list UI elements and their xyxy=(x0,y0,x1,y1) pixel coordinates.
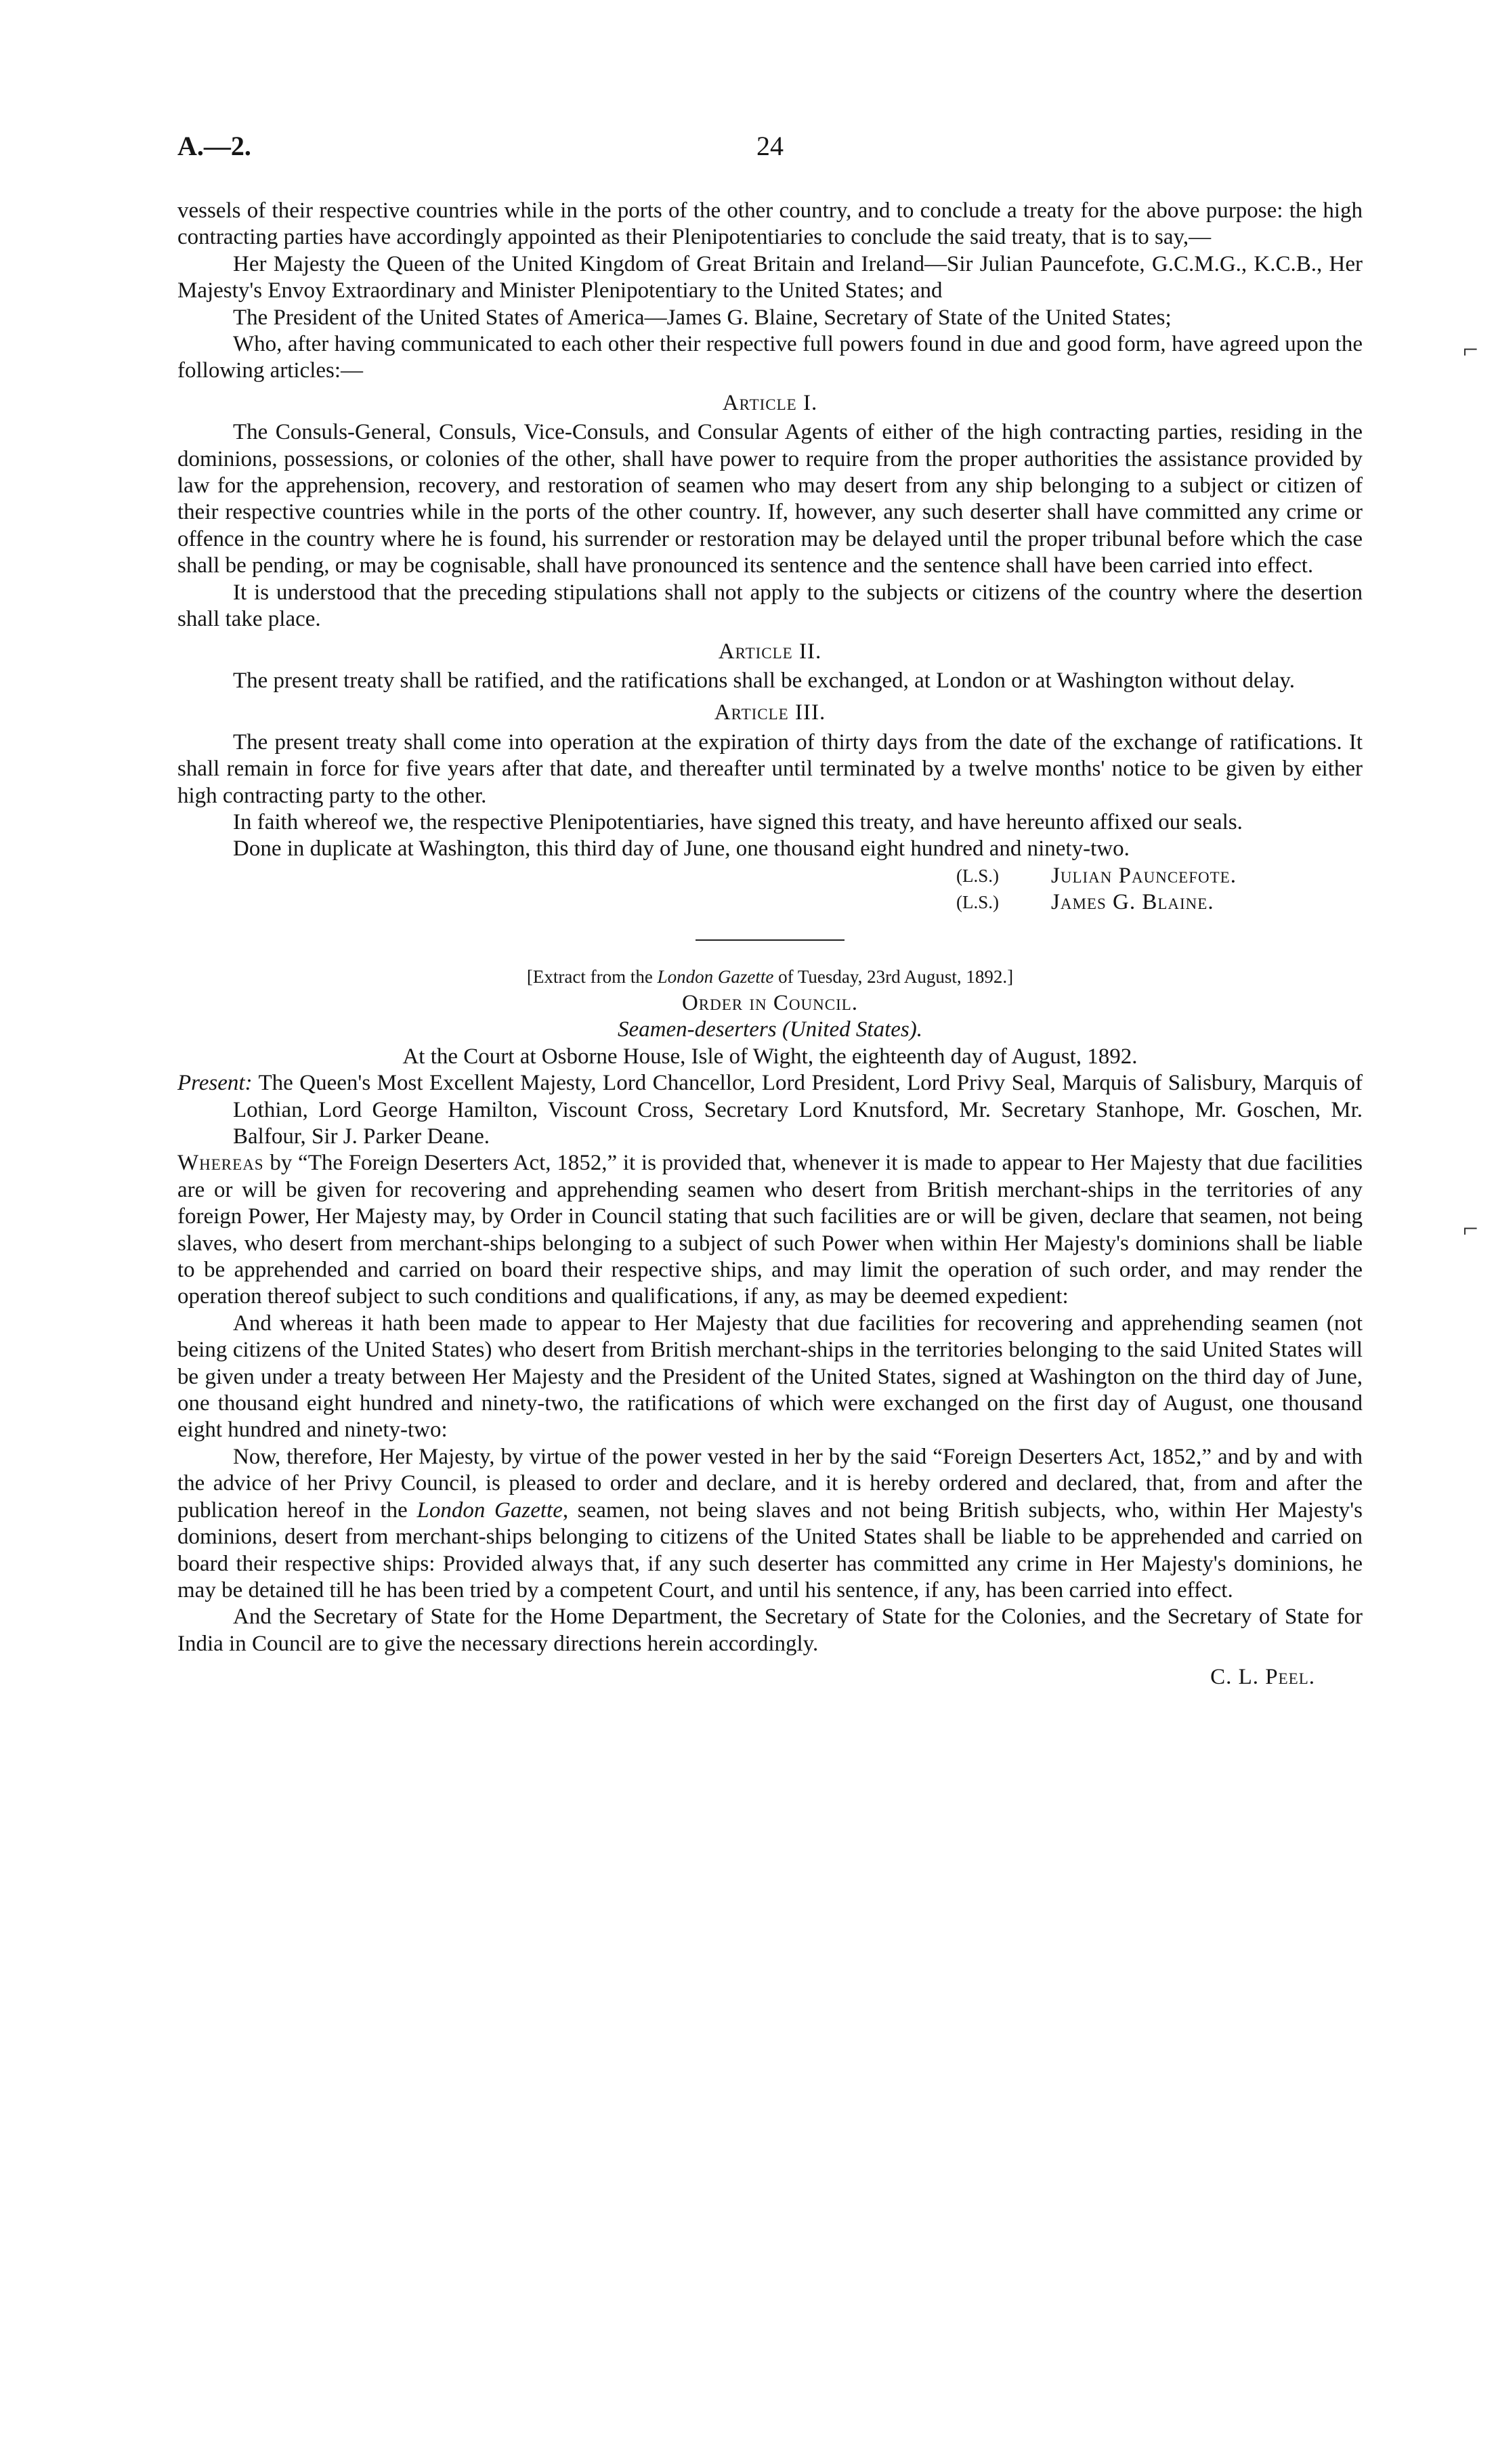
article-3-paragraph: The present treaty shall come into operation at the expiration of thirty days from the date of the exchange of ratifications. It shall remain in force for five years after that date, and thereafter until terminated by a twelve months' notice to be given by either high contracting party to the other. xyxy=(177,729,1363,808)
treaty-signatures xyxy=(177,863,1363,916)
whereas-lead: Whereas xyxy=(177,1151,264,1176)
whereas-text: by “The Foreign Deserters Act, 1852,” it is provided that, whenever it is made to appear to Her Majesty that due facilities are or will be given for recovering and apprehending seamen who desert from British merchant-ships in the territories of any foreign Power, Her Majesty may, by Order in Council stating that such facilities are or will be given, declare that seamen, not being slaves, who desert from merchant-ships belonging to a subject of such Power when within Her Majesty's dominions shall be liable to be apprehended and carried on board their respective ships, and may limit the operation of such order, and may render the operation thereof subject to such conditions and qualifications, if any, as may be deemed expedient: xyxy=(177,1151,1363,1309)
page-header xyxy=(177,130,1363,171)
treaty-agreement: Who, after having communicated to each other their respective full powers found in due and good form, have agreed upon the following articles:— xyxy=(177,332,1363,383)
order-present xyxy=(177,1070,1363,1150)
signatory-name: James G. Blaine. xyxy=(1051,890,1214,915)
document-reference: A.—2. xyxy=(177,131,251,161)
present-label: Present: xyxy=(177,1071,253,1096)
page-number: 24 xyxy=(756,131,784,161)
order-subtitle: Seamen-deserters (United States). xyxy=(618,1017,922,1042)
article-2-heading: Article II. xyxy=(718,639,822,664)
document-body xyxy=(177,198,1363,1691)
now-text-continued: , seamen, not being slaves and not being British subjects, who, within Her Majesty's dominions, desert from merchant-ships belonging to citizens of the United States shall be liable to be apprehended and carried on board their respective ships: Provided always that, if any such deserter has committed any crime in Her Majesty's dominions, he may be detained till he has been tried by a competent Court, and until his sentence, if any, has been carried into effect. xyxy=(177,1497,1363,1602)
treaty-party-us: The President of the United States of America—James G. Blaine, Secretary of State of the United States; xyxy=(233,305,1172,330)
article-1-paragraph-2: It is understood that the preceding stipulations shall not apply to the subjects or citizens of the country where the desertion shall take place. xyxy=(177,580,1363,632)
order-and-whereas: And whereas it hath been made to appear to Her Majesty that due facilities for recovering and apprehending seamen (not being citizens of the United States) who desert from British merchant-ships in the territories belonging to the said United States will be given under a treaty between Her Majesty and the President of the United States, signed at Washington on the third day of June, one thousand eight hundred and ninety-two, the ratifications of which were exchanged on the first day of August, one thousand eight hundred and ninety-two: xyxy=(177,1311,1363,1443)
seal-mark: (L.S.) xyxy=(956,892,999,913)
signatory-name: Julian Pauncefote. xyxy=(1051,863,1237,888)
margin-mark: ⌐ xyxy=(1463,334,1478,364)
treaty-faith: In faith whereof we, the respective Plenipotentiaries, have signed this treaty, and have hereunto affixed our seals. xyxy=(233,809,1243,834)
gazette-extract-note xyxy=(177,964,1363,990)
extract-date: of Tuesday, 23rd August, 1892.] xyxy=(773,966,1014,987)
treaty-intro: vessels of their respective countries while in the ports of the other country, and to conclude a treaty for the above purpose: the high contracting parties have accordingly appointed as their Plenipotentiaries to conclude the said treaty, that is to say,— xyxy=(177,198,1363,250)
order-now-therefore xyxy=(177,1444,1363,1604)
margin-mark: ⌐ xyxy=(1463,1213,1478,1244)
order-closing: And the Secretary of State for the Home Department, the Secretary of State for the Colonies, and the Secretary of State for India in Council are to give the necessary directions herein accordingly. xyxy=(177,1605,1363,1656)
article-1-heading: Article I. xyxy=(722,390,818,415)
section-divider xyxy=(696,939,845,941)
now-publication: London Gazette xyxy=(416,1497,563,1523)
extract-publication: London Gazette xyxy=(657,966,774,987)
now-text: Now, therefore, Her Majesty, by virtue of the power vested in her by the said “Foreign Deserters Act, 1852,” and by and with the advice of her Privy Council, is pleased to order and declare, and it is hereby ordered and declared, that, from and after the publication hereof in the xyxy=(177,1444,1363,1523)
signature-line xyxy=(956,889,1363,916)
signature-line xyxy=(956,863,1363,889)
article-3-heading: Article III. xyxy=(714,700,826,725)
order-signer: C. L. Peel. xyxy=(1210,1665,1315,1690)
seal-mark: (L.S.) xyxy=(956,865,999,886)
article-1-paragraph-1: The Consuls-General, Consuls, Vice-Consuls, and Consular Agents of either of the high contracting parties, residing in the dominions, possessions, or colonies of the other, shall have power to require from the proper authorities the assistance provided by law for the apprehension, recovery, and restoration of seamen who may desert from any ship belonging to a subject or citizen of their respective countries while in the ports of the other country. If, however, any such deserter shall have committed any crime or offence in the country where he is found, his surrender or restoration may be delayed until the proper tribunal before which the case shall be pending, or may be cognisable, shall have pronounced its sentence and the sentence shall have been carried into effect. xyxy=(177,420,1363,578)
present-list: The Queen's Most Excellent Majesty, Lord Chancellor, Lord President, Lord Privy Seal, Marquis of Salisbury, Marquis of Lothian, Lord George Hamilton, Viscount Cross, Secretary Lord Knutsford, Mr. Secretary Stanhope, Mr. Goschen, Mr. Balfour, Sir J. Parker Deane. xyxy=(233,1071,1363,1149)
article-2-paragraph: The present treaty shall be ratified, and the ratifications shall be exchanged, at London or at Washington without delay. xyxy=(233,668,1296,693)
treaty-done: Done in duplicate at Washington, this third day of June, one thousand eight hundred and ninety-two. xyxy=(233,836,1130,862)
order-court: At the Court at Osborne House, Isle of Wight, the eighteenth day of August, 1892. xyxy=(402,1044,1138,1069)
order-title: Order in Council. xyxy=(681,990,859,1015)
order-whereas xyxy=(177,1150,1363,1310)
extract-text: [Extract from the xyxy=(526,966,658,987)
treaty-party-uk: Her Majesty the Queen of the United Kingdom of Great Britain and Ireland—Sir Julian Pauncefote, G.C.M.G., K.C.B., Her Majesty's Envoy Extraordinary and Minister Plenipotentiary to the United States; and xyxy=(177,251,1363,303)
